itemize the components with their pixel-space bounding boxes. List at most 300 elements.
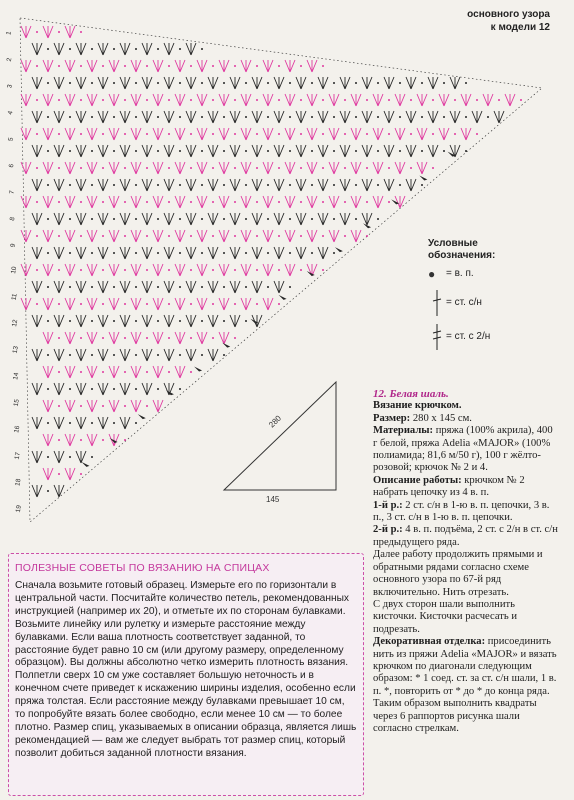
stitch-fan <box>131 128 148 140</box>
stitch-fan <box>32 349 49 361</box>
legend-tc-text: = ст. с 2/н <box>446 331 491 342</box>
stitch-fan <box>87 196 104 208</box>
stitch-fan <box>395 94 412 106</box>
stitch-fan <box>307 196 324 208</box>
stitch-fan <box>186 281 203 293</box>
row-number: 16 <box>13 425 22 434</box>
stitch-fan <box>197 60 214 72</box>
stitch-fan <box>285 60 302 72</box>
stitch-fan <box>131 298 148 310</box>
stitch-fan <box>406 145 423 157</box>
stitch-fan <box>131 400 148 412</box>
stitch-fan <box>43 196 60 208</box>
stitch-fan <box>197 230 214 242</box>
stitch-fan <box>241 230 258 242</box>
direction-arrow <box>419 175 427 180</box>
stitch-fan <box>241 298 258 310</box>
stitch-fan <box>65 26 82 38</box>
stitch-fan <box>241 264 258 276</box>
direction-arrow <box>194 366 202 371</box>
stitch-fan <box>43 366 60 378</box>
stitch-fan <box>164 247 181 259</box>
stitch-fan <box>120 145 137 157</box>
stitch-fan <box>186 247 203 259</box>
legend-dc-text: = ст. с/н <box>446 297 482 308</box>
stitch-fan <box>153 264 170 276</box>
row-number: 3 <box>6 83 14 89</box>
stitch-fan <box>406 111 423 123</box>
materials-line: Материалы: пряжа (100% акрила), 400 г белой, пряжа Adelia «MAJOR» (100% полиамида; 81,6 м/50 г), 100 г жёлто-розовой; крючок № 2 и 4. <box>373 425 553 474</box>
stitch-fan <box>120 315 137 327</box>
stitch-fan <box>450 77 467 89</box>
stitch-fan <box>65 196 82 208</box>
stitch-fan <box>274 111 291 123</box>
stitch-fan <box>175 366 192 378</box>
stitch-fan <box>87 264 104 276</box>
tips-body: Сначала возьмите готовый образец. Измерьте его по горизонтали в центральной части. Посчитайте количество петель, рекомендованных инструкцией (например их 20), и отметьте их по сторонам булавками. Возьмите линейку или рулетку и измерьте расстояние между булавками. Если ваша плотность соответствует заданной, то расстояние будет равно 10 см (или другому размеру, определенному образцом). Вы должны абсолютно четко измерить плотность вязания. Полпетли сверх 10 см уже составляет большую неточность и в конечном счете приведет к искажению ширины изделия, особенно если пряжа толстая. Если расстояние между булавками превышает 10 см, то попробуйте вязать более свободно, если менее 10 см — то более плотно. Размер спиц, указываемых в описании образца, является лишь рекомендацией — вам же следует выбрать тот размер спиц, который позволит добиться заданной плотности вязания. <box>15 580 357 759</box>
stitch-fan <box>87 366 104 378</box>
stitch-fan <box>54 281 71 293</box>
stitch-fan <box>263 230 280 242</box>
stitch-fan <box>109 230 126 242</box>
stitch-fan <box>131 264 148 276</box>
row-number: 4 <box>6 110 15 116</box>
stitch-fan <box>32 247 49 259</box>
stitch-fan <box>153 94 170 106</box>
stitch-fan <box>65 230 82 242</box>
stitch-fan <box>21 230 38 242</box>
stitch-fan <box>120 43 137 55</box>
chart-heading-line1: основного узора <box>467 9 550 20</box>
stitch-fan <box>32 281 49 293</box>
stitch-fan <box>65 162 82 174</box>
stitch-fan <box>109 298 126 310</box>
stitch-fan <box>241 60 258 72</box>
stitch-fan <box>428 145 445 157</box>
row-number: 10 <box>10 266 19 275</box>
stitch-fan <box>120 383 137 395</box>
stitch-fan <box>285 196 302 208</box>
stitch-fan <box>197 298 214 310</box>
stitch-fan <box>241 128 258 140</box>
stitch-fan <box>252 247 269 259</box>
stitch-fan <box>153 162 170 174</box>
stitch-fan <box>65 332 82 344</box>
stitch-fan <box>219 162 236 174</box>
stitch-fan <box>153 196 170 208</box>
stitch-fan <box>98 77 115 89</box>
article-subtitle: Вязание крючком. <box>373 400 462 412</box>
stitch-fan <box>43 468 60 480</box>
legend-chain-row <box>428 262 548 286</box>
stitch-fan <box>263 94 280 106</box>
direction-arrow <box>81 462 89 467</box>
stitch-fan <box>384 179 401 191</box>
stitch-fan <box>186 43 203 55</box>
stitch-fan <box>208 349 225 361</box>
stitch-fan <box>505 94 522 106</box>
stitch-fan <box>208 247 225 259</box>
stitch-fan <box>175 94 192 106</box>
stitch-fan <box>285 162 302 174</box>
stitch-fan <box>175 128 192 140</box>
stitch-fan <box>296 111 313 123</box>
stitch-fan <box>252 281 269 293</box>
stitch-fan <box>230 77 247 89</box>
stitch-fan <box>153 230 170 242</box>
stitch-fan <box>32 145 49 157</box>
row2-line: 2-й р.: 4 в. п. подъёма, 2 ст. с 2/н в ст. с/н предыдущего ряда. <box>373 524 558 548</box>
knitting-tips-box <box>8 553 364 796</box>
tips-title: ПОЛЕЗНЫЕ СОВЕТЫ ПО ВЯЗАНИЮ НА СПИЦАХ <box>15 562 270 574</box>
stitch-fan <box>186 145 203 157</box>
stitch-fan <box>175 230 192 242</box>
stitch-fan <box>428 77 445 89</box>
stitch-fan <box>362 213 379 225</box>
stitch-fan <box>318 179 335 191</box>
stitch-fan <box>351 128 368 140</box>
stitch-fan <box>285 264 302 276</box>
stitch-fan <box>175 196 192 208</box>
stitch-fan <box>131 162 148 174</box>
stitch-fan <box>285 230 302 242</box>
stitch-fan <box>197 94 214 106</box>
stitch-fan <box>76 111 93 123</box>
stitch-fan <box>373 94 390 106</box>
dimension-side-label: 280 <box>267 413 283 430</box>
stitch-fan <box>230 111 247 123</box>
stitch-fan <box>120 179 137 191</box>
row-number: 12 <box>11 319 20 328</box>
stitch-fan <box>230 213 247 225</box>
stitch-fan <box>439 128 456 140</box>
pattern-description <box>373 388 559 735</box>
stitch-fan <box>219 128 236 140</box>
stitch-fan <box>197 264 214 276</box>
stitch-fan <box>76 451 93 463</box>
stitch-fan <box>274 281 291 293</box>
direction-arrow <box>279 295 287 300</box>
stitch-fan <box>274 145 291 157</box>
stitch-fan <box>329 128 346 140</box>
row-number: 7 <box>8 189 17 195</box>
stitch-fan <box>241 94 258 106</box>
row-number: 17 <box>13 451 22 461</box>
stitch-fan <box>164 383 181 395</box>
stitch-fan <box>21 94 38 106</box>
stitch-fan <box>252 111 269 123</box>
stitch-fan <box>439 94 456 106</box>
stitch-fan <box>175 162 192 174</box>
stitch-fan <box>120 281 137 293</box>
continue-paragraph: Далее работу продолжить прямыми и обратными рядами согласно схеме основного узора по 67-й ряд включительно. Нить отрезать. <box>373 549 543 598</box>
stitch-fan <box>263 196 280 208</box>
stitch-fan <box>109 366 126 378</box>
stitch-fan <box>230 179 247 191</box>
stitch-fan <box>109 162 126 174</box>
stitch-fan <box>153 60 170 72</box>
stitch-fan <box>296 213 313 225</box>
stitch-fan <box>131 196 148 208</box>
stitch-fan <box>307 230 324 242</box>
stitch-fan <box>153 128 170 140</box>
stitch-fan <box>109 434 126 446</box>
stitch-fan <box>230 315 247 327</box>
stitch-fan <box>274 213 291 225</box>
stitch-fan <box>153 298 170 310</box>
stitch-fan <box>98 349 115 361</box>
stitch-fan <box>54 111 71 123</box>
stitch-fan <box>98 417 115 429</box>
stitch-fan <box>164 281 181 293</box>
stitch-fan <box>142 281 159 293</box>
stitch-fan <box>274 77 291 89</box>
stitch-fan <box>428 111 445 123</box>
stitch-fan <box>351 230 368 242</box>
stitch-fan <box>186 77 203 89</box>
dimension-base-label: 145 <box>266 495 280 504</box>
row-number: 9 <box>9 243 18 248</box>
stitch-fan <box>54 383 71 395</box>
stitch-fan <box>65 366 82 378</box>
stitch-fan <box>175 332 192 344</box>
stitch-fan <box>472 111 489 123</box>
stitch-fan <box>208 179 225 191</box>
direction-arrow <box>138 414 146 419</box>
stitch-fan <box>219 60 236 72</box>
stitch-fan <box>76 281 93 293</box>
stitch-fan <box>230 247 247 259</box>
stitch-fan <box>186 213 203 225</box>
stitch-fan <box>318 77 335 89</box>
stitch-fan <box>120 247 137 259</box>
stitch-fan <box>208 213 225 225</box>
stitch-fan <box>43 332 60 344</box>
stitch-fan <box>87 332 104 344</box>
stitch-fan <box>54 145 71 157</box>
stitch-fan <box>76 417 93 429</box>
stitch-fan <box>54 349 71 361</box>
stitch-fan <box>351 162 368 174</box>
stitch-fan <box>274 247 291 259</box>
stitch-fan <box>21 196 38 208</box>
stitch-fan <box>219 298 236 310</box>
size-line: Размер: 280 x 145 см. <box>373 412 472 424</box>
stitch-fan <box>340 145 357 157</box>
stitch-fan <box>406 77 423 89</box>
legend-title-line2: обозначения: <box>428 250 496 261</box>
stitch-fan <box>65 60 82 72</box>
stitch-fan <box>373 162 390 174</box>
stitch-fan <box>54 213 71 225</box>
stitch-fan <box>186 179 203 191</box>
stitch-fan <box>296 77 313 89</box>
stitch-fan <box>153 332 170 344</box>
stitch-fan <box>142 315 159 327</box>
row1-line: 1-й р.: 2 ст. с/н в 1-ю в. п. цепочки, 3 в. п., 3 ст. с/н в 1-ю в. п. цепочки. <box>373 499 550 524</box>
stitch-fan <box>186 315 203 327</box>
stitch-fan <box>417 94 434 106</box>
stitch-fan <box>65 94 82 106</box>
stitch-fan <box>76 145 93 157</box>
stitch-fan <box>175 298 192 310</box>
stitch-fan <box>296 179 313 191</box>
stitch-fan <box>142 247 159 259</box>
stitch-fan <box>98 383 115 395</box>
row-number: 14 <box>12 372 21 381</box>
stitch-fan <box>76 179 93 191</box>
stitch-fan <box>131 60 148 72</box>
stitch-fan <box>142 77 159 89</box>
stitch-fan <box>32 485 49 497</box>
stitch-fan <box>285 94 302 106</box>
stitch-fan <box>87 128 104 140</box>
row-number: 8 <box>9 216 17 222</box>
stitch-fan <box>120 349 137 361</box>
stitch-fan <box>263 128 280 140</box>
stitch-fan <box>197 332 214 344</box>
stitch-fan <box>43 264 60 276</box>
stitch-fan <box>76 77 93 89</box>
stitch-fan <box>109 94 126 106</box>
stitch-fan <box>461 94 478 106</box>
stitch-fan <box>252 179 269 191</box>
stitch-fan <box>109 128 126 140</box>
stitch-fan <box>98 213 115 225</box>
stitch-fan <box>230 145 247 157</box>
stitch-fan <box>175 264 192 276</box>
stitch-fan <box>208 281 225 293</box>
stitch-fan <box>21 60 38 72</box>
stitch-fan <box>252 145 269 157</box>
row-numbers <box>5 30 23 513</box>
row-number: 18 <box>14 478 23 487</box>
stitch-fan <box>318 145 335 157</box>
stitch-fan <box>307 264 324 276</box>
stitch-fan <box>153 366 170 378</box>
stitch-fan <box>186 349 203 361</box>
direction-arrow <box>335 247 343 252</box>
stitch-fan <box>98 145 115 157</box>
legend <box>428 238 548 354</box>
stitch-fan <box>76 213 93 225</box>
stitch-fan <box>131 332 148 344</box>
stitch-fan <box>131 230 148 242</box>
stitch-fan <box>373 128 390 140</box>
direction-arrow <box>222 343 230 348</box>
stitch-fan <box>54 485 64 497</box>
stitch-fan <box>120 417 137 429</box>
row-number: 5 <box>7 136 15 142</box>
stitch-fan <box>65 128 82 140</box>
stitch-fan <box>43 162 60 174</box>
stitch-fan <box>318 247 335 259</box>
stitch-fan <box>142 43 159 55</box>
stitch-fan <box>208 145 225 157</box>
stitch-fan <box>219 196 236 208</box>
stitch-fan <box>197 128 214 140</box>
stitch-fan <box>329 162 346 174</box>
stitch-fan <box>219 264 236 276</box>
direction-arrow <box>166 390 174 395</box>
stitch-fan <box>21 298 38 310</box>
stitch-fan <box>32 417 49 429</box>
stitch-fan <box>395 162 412 174</box>
stitch-fan <box>164 111 181 123</box>
stitch-fan <box>329 94 346 106</box>
stitch-fan <box>307 162 324 174</box>
row-number: 1 <box>5 30 13 36</box>
stitch-fan <box>373 196 390 208</box>
stitch-fan <box>109 400 126 412</box>
stitch-fan <box>395 128 412 140</box>
stitch-fan <box>54 451 71 463</box>
stitch-fan <box>340 77 357 89</box>
stitch-fan <box>197 162 214 174</box>
stitch-fan <box>43 26 60 38</box>
stitch-fan <box>384 77 401 89</box>
stitch-fan <box>362 77 379 89</box>
stitch-fan <box>208 111 225 123</box>
stitch-fan <box>461 128 478 140</box>
row-number: 19 <box>14 504 23 514</box>
stitch-fan <box>296 145 313 157</box>
row-number: 2 <box>5 57 14 63</box>
row-number: 13 <box>11 345 20 354</box>
stitch-fan <box>362 179 379 191</box>
stitch-fan <box>21 162 38 174</box>
stitch-fan <box>98 315 115 327</box>
stitch-fan <box>329 196 346 208</box>
decor-line: Декоративная отделка: присоединить нить из пряжи Adelia «MAJOR» и вязать крючком по диагонали следующим образом: * 1 соед. ст. за ст. с/н шали, 1 в. п. *, повторить от * до * до конца ряда. Таким образом выполнить квадраты через 6 раппортов рисунка шали согласно стрелкам. <box>373 636 557 734</box>
legend-tc-row <box>428 320 548 354</box>
stitch-fan <box>241 196 258 208</box>
stitch-fan <box>384 111 401 123</box>
row-number: 6 <box>7 163 16 169</box>
stitch-fan <box>263 264 280 276</box>
stitch-fan <box>65 264 82 276</box>
stitch-fan <box>318 111 335 123</box>
stitch-fan <box>43 400 60 412</box>
stitch-fan <box>98 111 115 123</box>
stitch-fan <box>98 43 115 55</box>
stitch-fan <box>32 213 49 225</box>
stitch-fan <box>142 111 159 123</box>
stitch-fan <box>54 179 71 191</box>
article-title: 12. Белая шаль. <box>373 388 449 400</box>
stitch-fan <box>32 451 49 463</box>
stitch-fan <box>21 264 38 276</box>
stitch-fan <box>43 94 60 106</box>
stitch-fan <box>54 43 71 55</box>
stitch-fan <box>340 179 357 191</box>
stitch-fan <box>483 94 500 106</box>
stitch-fan <box>164 213 181 225</box>
stitch-fan <box>21 26 38 38</box>
stitch-fan <box>274 179 291 191</box>
stitch-fan <box>417 128 434 140</box>
stitch-fan <box>351 196 368 208</box>
stitch-fan <box>109 60 126 72</box>
stitch-fan <box>32 43 49 55</box>
stitch-fan <box>87 434 104 446</box>
stitch-fan <box>164 145 181 157</box>
stitch-fan <box>164 43 181 55</box>
stitch-fan <box>76 315 93 327</box>
stitch-fan <box>43 298 60 310</box>
stitch-fan <box>98 179 115 191</box>
stitch-fan <box>109 332 126 344</box>
